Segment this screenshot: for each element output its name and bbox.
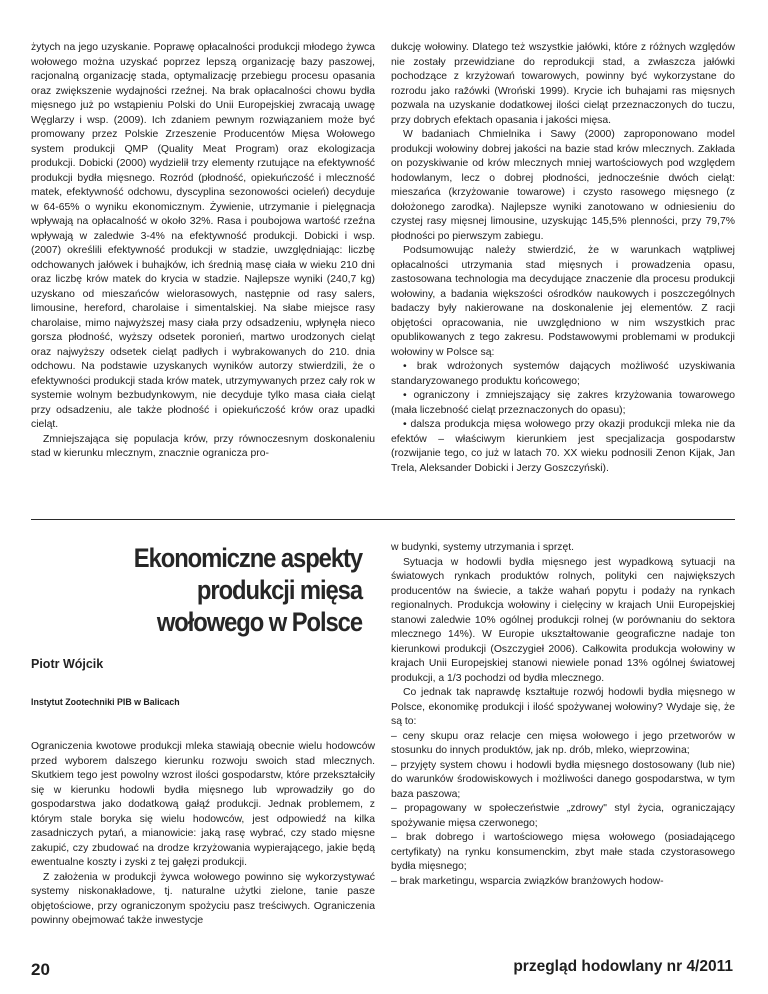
bullet-item: • ograniczony i zmniejszający się zakres krzyżowania towarowego (mała liczebność cieląt przeznaczonych do opasu);	[391, 390, 735, 416]
paragraph: Co jednak tak naprawdę kształtuje rozwój hodowli bydła mięsnego w Polsce, ekonomikę produkcji i ilość spożywanej wołowiny? Wydaje się, że są to:	[391, 687, 735, 727]
list-item: – ceny skupu oraz relacje cen mięsa wołowego i jego przetworów w stosunku do innych produktów, jak np. drób, mleko, wieprzowina;	[391, 730, 735, 756]
page-number: 20	[31, 960, 50, 979]
column-bottom-right	[391, 541, 735, 889]
title-line: produkcji mięsa	[196, 575, 362, 605]
paragraph: Z założenia w produkcji żywca wołowego powinno się wykorzystywać systemy niskonakładowe, tj. naturalne użytki zielone, tanie pasze objętościowe, przy ograniczonym spożyciu pasz treściwych. Ograniczenia powinny obejmować także inwestycje	[31, 871, 375, 926]
list-item: – przyjęty system chowu i hodowli bydła mięsnego dostosowany (lub nie) do warunków środowiskowych i możliwości danego gospodarstwa, w tym baza paszowa;	[391, 759, 735, 800]
list-item: – brak marketingu, wsparcia związków branżowych hodow-	[391, 875, 664, 887]
bullet-item: • brak wdrożonych systemów dających możliwość uzyskiwania standaryzowanego produktu końcowego;	[391, 361, 735, 387]
author-affiliation: Instytut Zootechniki PIB w Balicach	[31, 697, 180, 707]
column-top-left	[31, 41, 375, 462]
paragraph: w budynki, systemy utrzymania i sprzęt.	[391, 542, 575, 553]
paragraph: dukcję wołowiny. Dlatego też wszystkie jałówki, które z różnych względów nie zostały przewidziane do reprodukcji stad, a zwłaszcza jałówki pochodzące z krzyżowań towarowych, powinny być wykorzystane do rozrodu jako raz̄ówki (Wroński 1999). Krycie ich buhajami ras mięsnych pozwala na uzyskanie dodatkowej ilości cieląt przeznaczonych do tuczu, przy dobrych efektach opasania i jakości mięsa.	[391, 42, 735, 126]
list-item: – propagowany w społeczeństwie „zdrowy" styl życia, ograniczający spożywanie mięsa czerwonego;	[391, 803, 735, 829]
section-divider	[31, 519, 735, 520]
list-item: – brak dobrego i wartościowego mięsa wołowego (posiadającego certyfikaty) na rynku konsumenckim, zbyt małe stada czystorasowego bydła mięsnego;	[391, 832, 735, 872]
journal-name: przegląd hodowlany nr 4/2011	[513, 958, 733, 975]
bullet-item: • dalsza produkcja mięsa wołowego przy okazji produkcji mleka nie da efektów – właściwym kierunkiem jest specjalizacja gospodarstw (rozwijanie tego, co już w latach 70. XX wieku podnosili Zenon Kijak, Jan Trela, Aleksander Dobicki i Jerzy Goszczyński).	[391, 419, 735, 474]
article-title	[96, 542, 362, 638]
paragraph: Sytuacja w hodowli bydła mięsnego jest wypadkową sytuacji na światowych rynkach produktów rolnych, polityki cen największych producentów na świecie, a także wahań popytu i podaży na rynkach regionalnych. Produkcja wołowiny i cielęciny w krajach Unii Europejskiej stanowi zaledwie 10% ogólnej produkcji rolnej (w porównaniu do sektora mlecznego 14%). W Europie ukształtowanie geograficzne nadaje ton kierunkowi produkcji (Oszczygieł 2006). Całkowita produkcja wołowiny w krajach Unii Europejskiej stanowi niewiele ponad 13% ogólnej światowej produkcji, a 1/3 pochodzi od bydła mlecznego.	[391, 556, 735, 684]
title-line: wołowego w Polsce	[156, 607, 362, 637]
paragraph: żytych na jego uzyskanie. Poprawę opłacalności produkcji młodego żywca wołowego można uzyskać poprzez lepszą organizację bazy paszowej, racjonalną organizację stada, optymalizację przebiegu procesu opasania oraz zwiększenie wydajności rzeźnej. Na brak opłacalności chowu bydła mięsnego już po wstąpieniu Polski do Unii Europejskiej zwracają uwagę Węglarzy i wsp. (2009). Ich zdaniem pewnym rozwiązaniem może być promowany przez Polskie Zrzeszenie Producentów Mięsa Wołowego system produkcji QMP (Quality Meat Program) oraz ekologizacja produkcji. Dobicki (2000) wydzielił trzy elementy rzutujące na efektywność produkcji bydła mięsnego. Rozród (płodność, opiekuńczość i mleczność matek, efektywność odchowu, dyscyplina sezonowości ocieleń) decyduje w 64-65% o wyniku ekonomicznym. Żywienie, utrzymanie i pielęgnacja wpływają na opłacalność w około 32%. Rasa i poubojowa wartość rzeźna wpływają w zaledwie 3-4% na efektywność produkcji. Dobicki i wsp. (2007) określili efektywność produkcji w stadzie, uwzględniając: liczbę odchowanych jałówek i buhajków, ich średnią masę ciała w wieku 210 dni oraz liczbę krów matek do krycia w stadzie. Najlepsze wyniki (240,7 kg) uzyskano od mieszańców wielorasowych, następnie od rasy salers, limousine, hereford, charolaise i simentalskiej. Na słabe miejsce rasy charolaise, mimo najwyższej masy ciała przy odsadzeniu, wpłynęła nieco gorsza płodność, wyższy odsetek poronień, martwo urodzonych cieląt oraz najwyższy odsetek cieląt padłych i wybrakowanych do 210. dnia odchowu. Na podstawie uzyskanych wyników autorzy stwierdzili, że o efektywności produkcji stada krów matek, utrzymywanych przez cały rok w systemie wolnym bezbudynkowym, nie decyduje tylko masa ciała cieląt przy odsadzeniu, ale także płodność i opiekuńczość krów oraz upadki cieląt.	[31, 42, 375, 430]
paragraph: W badaniach Chmielnika i Sawy (2000) zaproponowano model produkcji wołowiny dobrej jakości na bazie stad krów mlecznych. Zakłada on pozyskiwanie od krów mlecznych mniej wartościowych pod względem hodowlanym, lecz o dobrej płodności, jednocześnie dwóch cieląt: mieszańca (krzyżowanie towarowe) i czysto rasowego mięsnego (z dołożonego zarodka). Najlepsze wyniki zanotowano w odniesieniu do czystej rasy mięsnej limousine, uzyskując 145,5% plenności, przy 79,7% płodności po pierwszym zabiegu.	[391, 129, 735, 242]
column-top-right	[391, 41, 735, 476]
column-bottom-left	[31, 740, 375, 929]
paragraph: Ograniczenia kwotowe produkcji mleka stawiają obecnie wielu hodowców przed wyborem dalszego kierunku rozwoju swoich stad mlecznych. Skutkiem tego jest powolny wzrost ilości gospodarstw, które przekształciły się w kierunku hodowli bydła mięsnego lub wprowadziły go do gospodarstwa jako dodatkową gałąź produkcji. Jednak problemem, z którym stale boryka się wielu hodowców, jest odpowiedź na kilka zasadniczych pytań, a mianowicie: jaką rasę wybrać, czy stado mięsne zakupić, czy zbudować na drodze krzyżowania wypierającego, jakie będą ewentualne koszty i zyski z tej gałęzi produkcji.	[31, 741, 375, 868]
title-line: Ekonomiczne aspekty	[133, 543, 362, 573]
paragraph: Podsumowując należy stwierdzić, że w warunkach wątpliwej opłacalności utrzymania stad mięsnych i prowadzenia opasu, zastosowana technologia ma decydujące znaczenie dla procesu produkcji wołowiny, a badania większości ośrodków naukowych i poszczególnych badaczy były nakierowane na doskonalenie jej elementów. Z racji objętości opracowania, nie uwzględniono w nim wszystkich prac opublikowanych z tego zakresu. Podstawowymi problemami w produkcji wołowiny w Polsce są:	[391, 245, 735, 358]
author-name: Piotr Wójcik	[31, 657, 104, 671]
paragraph: Zmniejszająca się populacja krów, przy równoczesnym doskonaleniu stad w kierunku mlecznym, znacznie ogranicza pro-	[31, 433, 375, 459]
